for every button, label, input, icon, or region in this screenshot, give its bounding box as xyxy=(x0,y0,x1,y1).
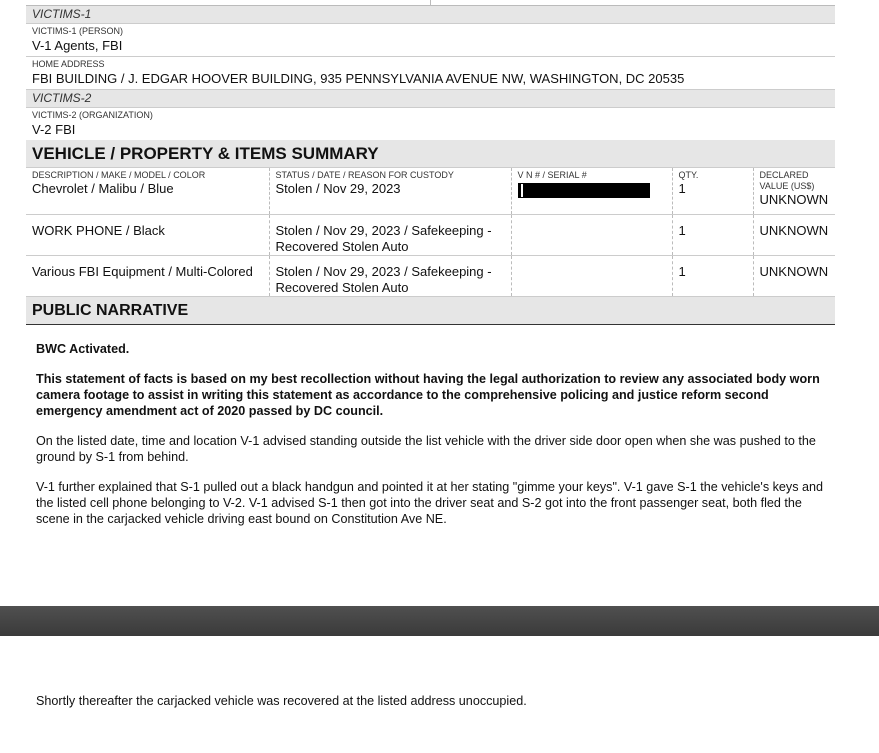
victim-1-address-field xyxy=(26,57,835,90)
victim-1-header: VICTIMS-1 xyxy=(26,6,835,24)
narrative-paragraph: On the listed date, time and location V-1 advised standing outside the list vehicle with the driver side door open when she was pushed to the ground by S-1 from behind. xyxy=(36,433,816,464)
table-row xyxy=(26,168,835,214)
field-label: VICTIMS-1 (PERSON) xyxy=(32,26,124,36)
narrative-paragraph: Shortly thereafter the carjacked vehicle was recovered at the listed address unoccupied. xyxy=(36,694,527,708)
status-cell xyxy=(269,214,511,255)
serial-cell xyxy=(511,214,672,255)
cell-value: Various FBI Equipment / Multi-Colored xyxy=(32,263,253,279)
column-header-qty: QTY. xyxy=(678,170,699,180)
table-row xyxy=(26,214,835,255)
cell-value: 1 xyxy=(678,181,686,196)
top-divider xyxy=(26,0,835,6)
serial-cell xyxy=(511,168,672,214)
cell-value: UNKNOWN xyxy=(759,222,829,238)
value-cell xyxy=(753,214,835,255)
cell-value: Chevrolet / Malibu / Blue xyxy=(32,181,174,196)
cell-value: UNKNOWN xyxy=(759,192,829,207)
cell-value: 1 xyxy=(678,263,686,279)
qty-cell xyxy=(672,168,753,214)
victim-2-header: VICTIMS-2 xyxy=(26,90,835,108)
table-row xyxy=(26,255,835,296)
value-cell xyxy=(753,168,835,214)
column-header-status: STATUS / DATE / REASON FOR CUSTODY xyxy=(275,170,454,180)
column-header-value: DECLARED VALUE (US$) xyxy=(759,170,815,191)
cell-value: WORK PHONE / Black xyxy=(32,222,165,238)
value-cell xyxy=(753,255,835,296)
narrative-section-title: PUBLIC NARRATIVE xyxy=(26,297,835,325)
cell-value: UNKNOWN xyxy=(759,263,829,279)
narrative-body xyxy=(26,325,826,527)
items-table xyxy=(26,168,835,297)
column-header-description: DESCRIPTION / MAKE / MODEL / COLOR xyxy=(32,170,206,180)
description-cell xyxy=(26,255,269,296)
serial-cell xyxy=(511,255,672,296)
narrative-paragraph: V-1 further explained that S-1 pulled out a black handgun and pointed it at her stating "gimme your keys". V-1 gave S-1 the vehicle's keys and the listed cell phone belonging to V-2. V-1 advised S-1 then got into the driver seat and S-2 got into the front passenger seat, both fled the scene in the carjacked vehicle driving east bound on Constitution Ave NE. xyxy=(36,479,824,526)
redaction-bar xyxy=(518,183,650,198)
field-value: V-2 FBI xyxy=(32,122,76,137)
field-value: FBI BUILDING / J. EDGAR HOOVER BUILDING, 935 PENNSYLVANIA AVENUE NW, WASHINGTON, DC 20535 xyxy=(32,71,685,86)
cell-value: Stolen / Nov 29, 2023 / Safekeeping - Recovered Stolen Auto xyxy=(275,222,492,254)
victim-1-person-field xyxy=(26,24,835,57)
bwc-statement: BWC Activated. xyxy=(36,341,130,356)
vehicle-section-title: VEHICLE / PROPERTY & ITEMS SUMMARY xyxy=(26,140,835,168)
column-header-serial: V N # / SERIAL # xyxy=(517,170,587,180)
qty-cell xyxy=(672,214,753,255)
statement-of-facts: This statement of facts is based on my best recollection without having the legal authorization to review any associated body worn camera footage to assist in writing this statement as accordance to the comprehensive policing and justice reform second emergency amendment act of 2020 passed by DC council. xyxy=(36,371,820,418)
field-value: V-1 Agents, FBI xyxy=(32,38,123,53)
cell-value: Stolen / Nov 29, 2023 / Safekeeping - Recovered Stolen Auto xyxy=(275,263,492,295)
cell-value: 1 xyxy=(678,222,686,238)
victim-2-org-field xyxy=(26,108,835,140)
page-break-band xyxy=(0,606,879,636)
field-label: VICTIMS-2 (ORGANIZATION) xyxy=(32,110,153,120)
cell-value: Stolen / Nov 29, 2023 xyxy=(275,181,401,196)
description-cell xyxy=(26,214,269,255)
report-page xyxy=(26,0,835,541)
status-cell xyxy=(269,255,511,296)
qty-cell xyxy=(672,255,753,296)
description-cell xyxy=(26,168,269,214)
field-label: HOME ADDRESS xyxy=(32,59,105,69)
status-cell xyxy=(269,168,511,214)
